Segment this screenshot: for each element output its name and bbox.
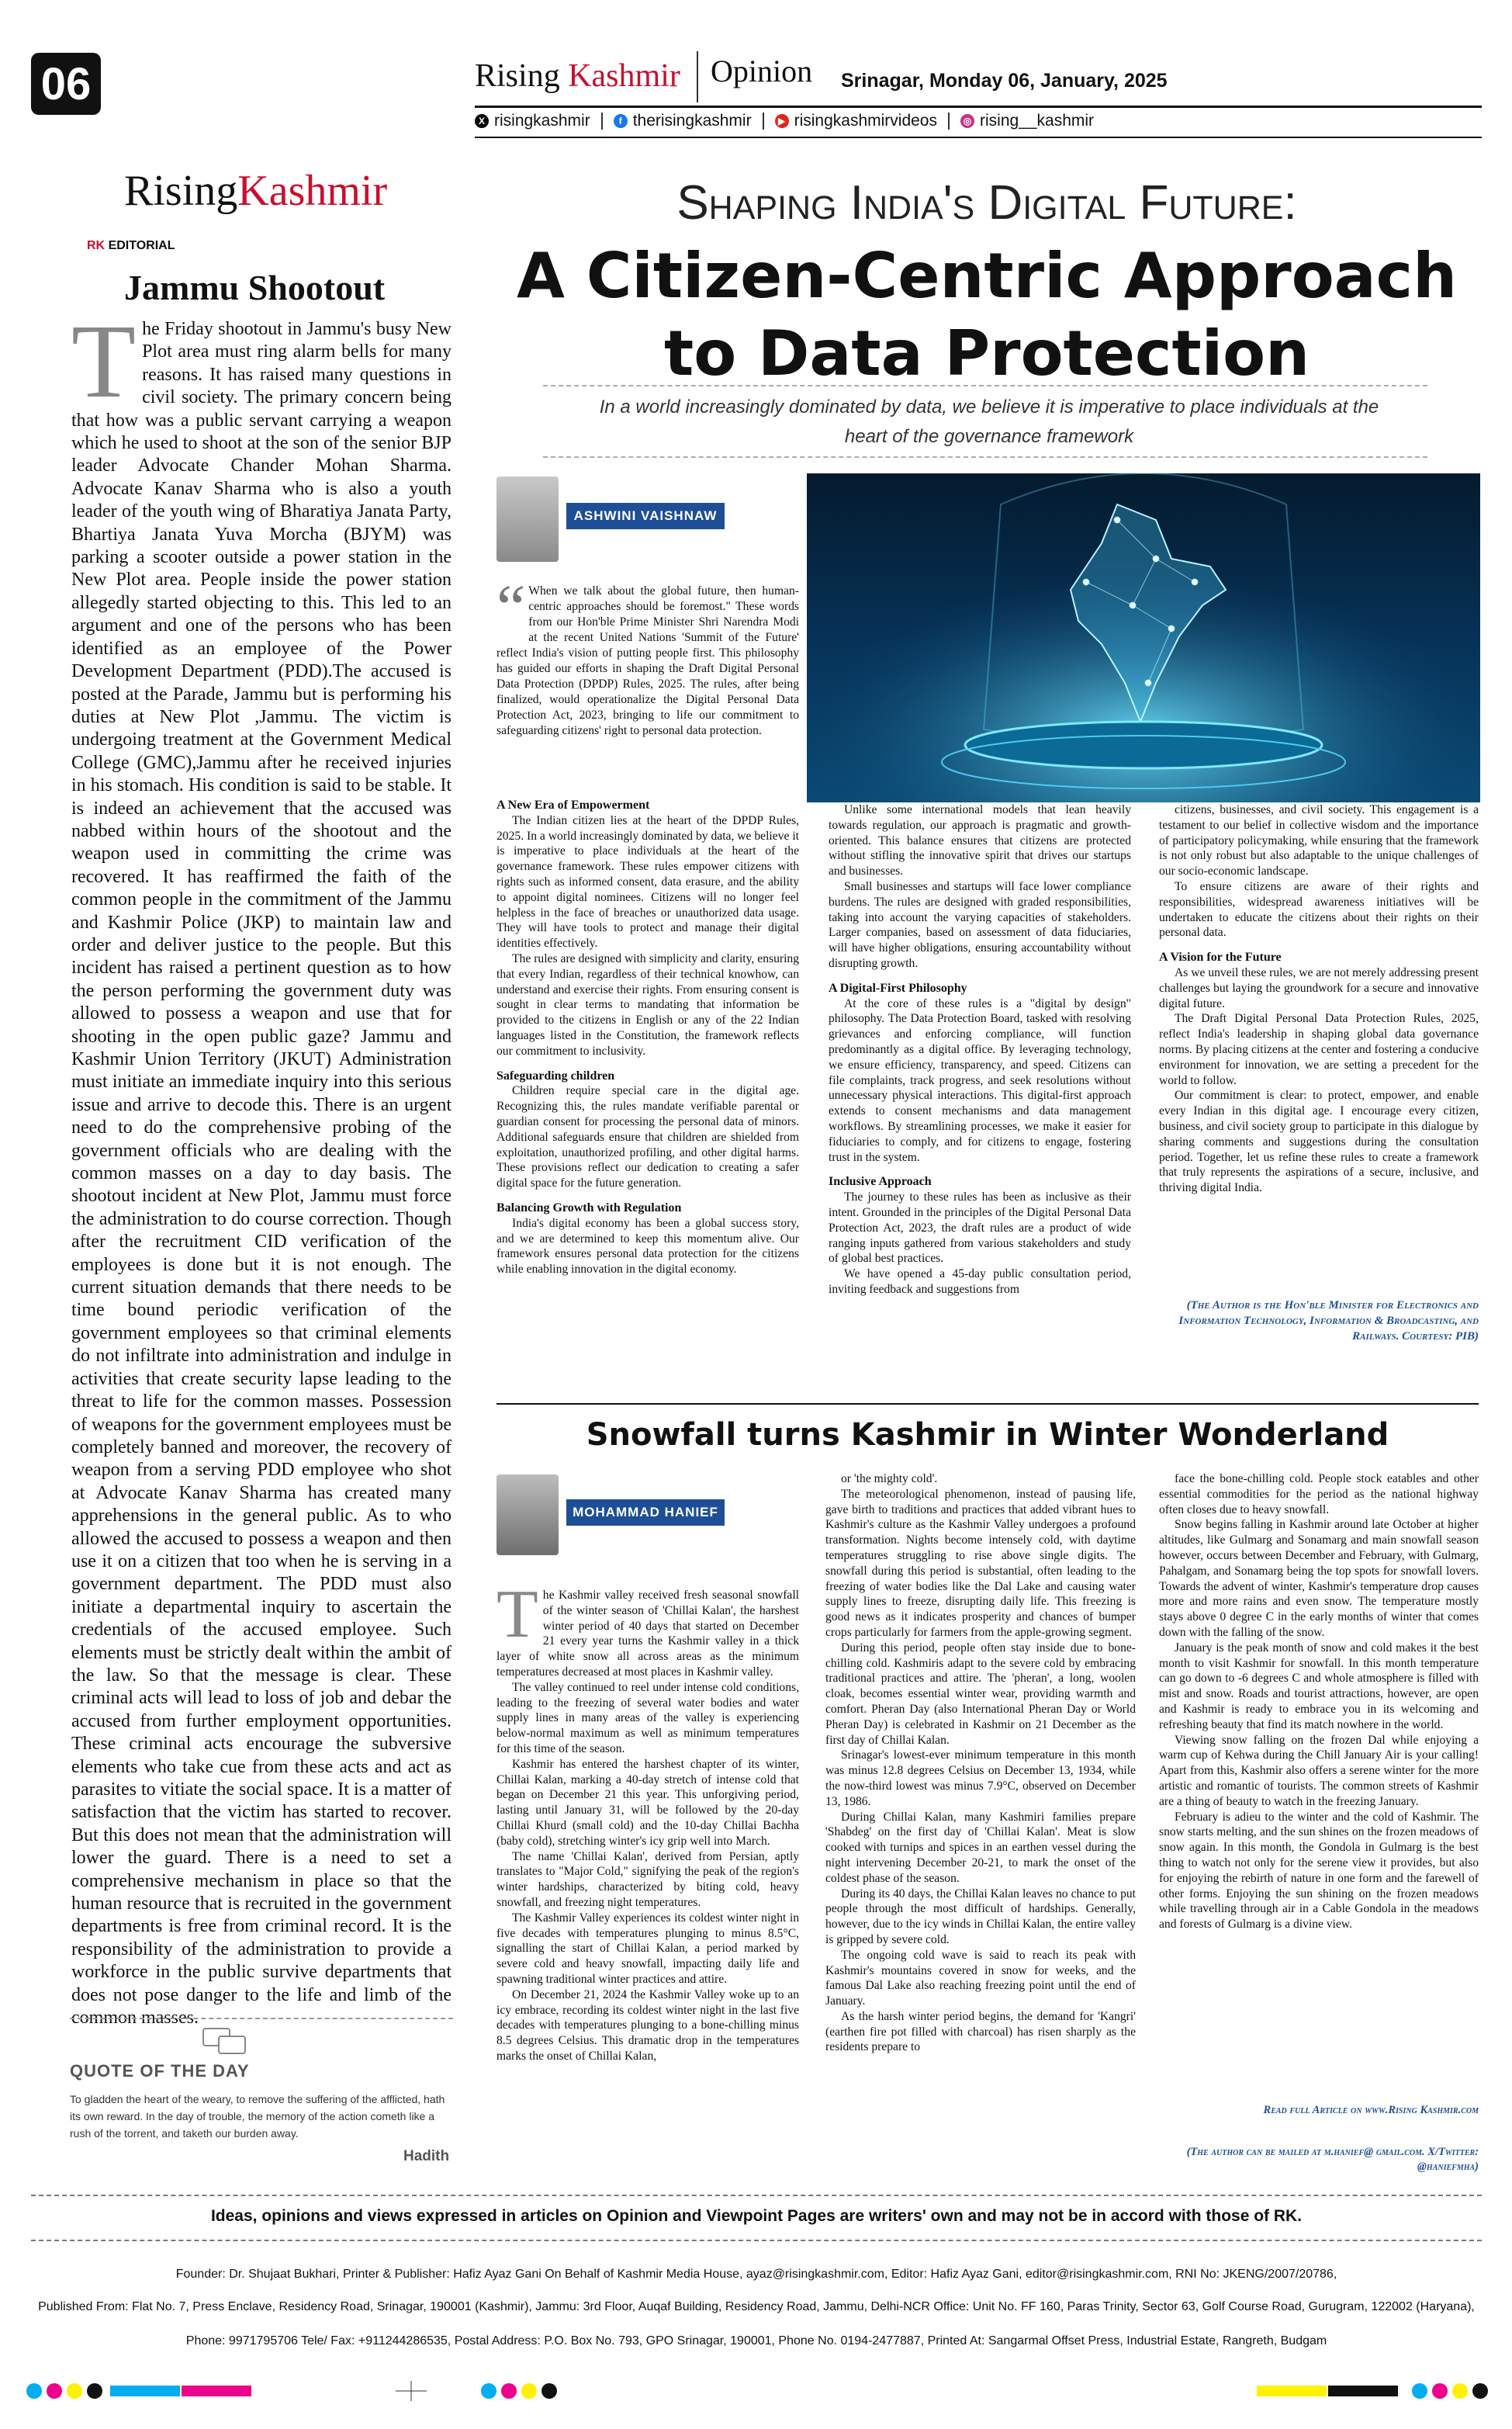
quote-source: Hadith [403, 2148, 450, 2164]
youtube-icon: ▶ [775, 114, 789, 128]
brand-kashmir: Kashmir [568, 58, 680, 94]
imprint-line: Published From: Flat No. 7, Press Enclave, Residency Road, Srinagar, 190001 (Kashmir), Jammu: 3rd Floor, Auqaf Building, Residency Road, Jammu, Delhi-NCR Office: Unit No. FF 160, Paras Trinity, Sector 63, Golf Course Road, Gurugram, 122002 (Haryana), [38, 2300, 1475, 2313]
logo-kashmir: Kashmir [237, 167, 388, 215]
tag-rk: RK [87, 239, 106, 252]
paragraph: On December 21, 2024 the Kashmir Valley woke up to an icy embrace, recording its coldest winter night in the last five decades with temperatures plunging to a bone-chilling minus 8.5 degrees Celsius. This dramatic drop in the temperatures marks the onset of Chillai Kalan, [497, 1987, 799, 2063]
editorial-body [71, 303, 452, 2029]
paragraph: he Kashmir valley received fresh seasonal snowfall of the winter season of 'Chillai Kalan', the harshest winter period of 40 days that started on December 21 every year turns the Kashmir valley in a thick layer of white snow all across areas as the minimum temperatures decreased at most places in Kashmir valley. [497, 1589, 799, 1679]
speech-bubble-icon [202, 2027, 248, 2058]
instagram-icon: ◎ [960, 114, 974, 128]
social-facebook[interactable] [614, 112, 752, 130]
paragraph: The Draft Digital Personal Data Protection Rules, 2025, reflect India's leadership in shaping global data governance norms. By placing citizens at the center and fostering a conducive environment for innovation, we are setting a precedent for the world to follow. [1159, 1012, 1479, 1087]
dateline: Srinagar, Monday 06, January, 2025 [841, 70, 1168, 92]
paragraph: India's digital economy has been a global success story, and we are determined to keep this momentum alive. Our framework ensures personal data protection for the citizens while enabling innovation in the digital economy. [497, 1216, 799, 1277]
paragraph: Srinagar's lowest-ever minimum temperature in this month was minus 12.8 degrees Celsius on December 13, 1934, while the now-third lowest was minus 7.9°C, observed on December 13, 1986. [825, 1748, 1136, 1808]
subheading: A Vision for the Future [1159, 951, 1282, 965]
title-line: A Citizen-Centric Approach [516, 240, 1458, 312]
author-photo [497, 1474, 559, 1555]
social-label: risingkashmir [494, 112, 590, 130]
article2-column-2 [825, 1471, 1136, 2055]
article1-deck: In a world increasingly dominated by data, we believe it is imperative to place individuals at the heart of the governance framework [599, 397, 1379, 447]
subheading: Safeguarding children [497, 1069, 615, 1083]
paragraph: face the bone-chilling cold. People stock eatables and other essential commodities for the period as the national highway often closes due to heavy snowfall. [1159, 1472, 1479, 1516]
article2-column-1 [497, 1577, 799, 2064]
drop-cap: T [497, 1577, 538, 1652]
title-line: to Data Protection [663, 317, 1310, 390]
printer-color-bar [23, 2379, 1490, 2403]
editorial-text: he Friday shootout in Jammu's busy New Plot area must ring alarm bells for many reasons. It has raised many questions in civil society. The primary concern being that how was a public servant carrying a weapon which he used to shoot at the son of the senior BJP leader Advocate Chander Mohan Sharma. Advocate Kanav Sharma who is also a youth leader of the youth wing of Bharatiya Janata Party, Bhartiya Janata Yuva Morcha (BJYM) was parking a scooter outside a power station in the New Plot area. People inside the power station allegedly started objecting to this. This led to an argument and one of the persons who has been identified as an employee of the Power Development Department (PDD).The accused is posted at the Parade, Jammu but is performing his duties at New Plot ,Jammu. The victim is undergoing treatment at the Government Medical College (GMC),Jammu after he received injuries in his stomach. His condition is said to be stable. It is indeed an achievement that the accused was nabbed within hours of the shootout and the weapon used in committing the crime was recovered. It has reaffirmed the faith of the common people in the commitment of the Jammu and Kashmir Police (JKP) to maintain law and order and deliver justice to the people. But this incident has raised a pertinent question as to how the person performing the government duty was allowed to possess a weapon and use that for shooting in the open public gaze? Jammu and Kashmir Union Territory (JKUT) Administration must initiate an immediate inquiry into this serious issue and arrive to decode this. There is an urgent need to do the comprehensive probing of the government officials who are dealing with the common masses on a day to day basis. The shootout incident at New Plot, Jammu must force the administration to do course correction. Though after the recruitment CID verification of the employees is done but it is not enough. The current situation demands that there needs to be time bound periodic verification of the government employees so that criminal elements do not infiltrate into administration and indulge in activities that create security lapse leading to the threat to life for the common masses. Possession of weapons for the government employees must be completely banned and moreover, the recovery of weapon from a serving PDD employee who shot at Advocate Kanav Sharma has created many apprehensions in the general public. As to who allowed the accused to possess a weapon and then use it on a citizen that too when he is serving in a government department. The PDD must also initiate a departmental inquiry to ascertain the credentials of the accused employee. Such elements must be strictly dealt within the ambit of the law. So that the message is clear. These criminal acts will lead to loss of job and debar the accused from further employment opportunities. These criminal acts encourage the subversive elements who take cue from these acts and act as parasites to vitiate the social space. It is a matter of satisfaction that the victim has started to recover. But this does not mean that the administration will lower the guard. There is a need to set a comprehensive mechanism in place so that the human resource that is recruited in the government departments is free from criminal record. It is the responsibility of the administration to provide a workforce in the public survive departments that does not pose danger to the life and limb of the common masses. [71, 319, 452, 2029]
paragraph: Children require special care in the digital age. Recognizing this, the rules mandate verifiable parental or guardian consent for processing the personal data of minors. Additional safeguards ensure that children are shielded from exploitation, unauthorized profiling, and other digital harms. These provisions reflect our dedication to creating a safer digital space for the future generation. [497, 1084, 799, 1190]
paragraph: The valley continued to reel under intense cold conditions, leading to the freezing of several water bodies and water supply lines in many areas of the valley is experiencing below-normal maximum as well as minimum temperatures for this time of the season. [497, 1680, 799, 1755]
masthead-brand [475, 57, 680, 95]
paragraph: As we unveil these rules, we are not merely addressing present challenges but laying the groundwork for a secure and innovative digital future. [1159, 965, 1479, 1010]
subheading: Balancing Growth with Regulation [497, 1201, 682, 1214]
paragraph: Kashmir has entered the harshest chapter of its winter, Chillai Kalan, marking a 40-day stretch of intense cold that began on December 21 this year. This unforgiving period, lasting until January 31, will be followed by the 20-day Chillai Khurd (small cold) and the 10-day Chillai Bachha (baby cold), stretching winter's icy grip well into March. [497, 1757, 799, 1848]
subheading: Inclusive Approach [829, 1175, 932, 1189]
paragraph: We have opened a 45-day public consultation period, inviting feedback and suggestions from [829, 1267, 1131, 1296]
subheading: A New Era of Empowerment [497, 799, 650, 812]
divider [948, 113, 950, 130]
brand-rising: Rising [475, 58, 569, 94]
paragraph: The meteorological phenomenon, instead of pausing life, gave birth to traditions and practices that added vibrant hues to Kashmir's culture as the Kashmir Valley undergoes a profound transformation. Nights become intensely cold, with daytime temperatures struggling to rise above single digits. The snowfall during this period is substantial, often leading to the freezing of water bodies like the Dal Lake and causing water supply lines to freeze, disrupting daily life. This freezing is good news as it indicates prosperity and chances of bumper crops particularly for farmers from the apple-growing segment. [825, 1487, 1136, 1639]
quote-title: QUOTE OF THE DAY [70, 2061, 250, 2081]
social-x[interactable] [475, 112, 590, 130]
article1-column-1 [497, 788, 799, 1277]
paragraph: Small businesses and startups will face lower compliance burdens. The rules are designed with graded responsibilities, taking into account the varying capacities of stakeholders. Larger companies, based on assessment of data fiduciaries, will have higher obligations, ensuring accountability without disrupting growth. [829, 879, 1131, 970]
paragraph: February is adieu to the winter and the cold of Kashmir. The snow starts melting, and the sun shines on the frozen meadows of snow again. In this month, the Gondola in Gulmarg is the best thing to watch not only for the serene view it provides, but also for enjoying the rebirth of nature in one form and the farewell of other forms. Enjoying the sun shining on the frozen meadows while travelling through air in a Cable Gondola in the meadows and forests of Gulmarg is a divine view. [1159, 1810, 1479, 1932]
article1-intro [497, 572, 799, 739]
quote-divider [70, 2018, 453, 2019]
paragraph: As the harsh winter period begins, the demand for 'Kangri' (earthen fire pot filled with charcoal) has risen sharply as the residents prepare to [825, 2009, 1136, 2054]
social-label: rising__kashmir [980, 112, 1095, 130]
article2-read-more[interactable]: Read full Article on www.Rising Kashmir.com [1263, 2104, 1479, 2116]
divider [601, 113, 603, 130]
article1-column-2 [829, 802, 1131, 1298]
social-links [475, 107, 1094, 135]
social-label: risingkashmirvideos [794, 112, 937, 130]
paragraph: To ensure citizens are aware of their rights and responsibilities, widespread awareness initiatives will be undertaken to educate the citizens about their rights on their personal data. [1159, 879, 1479, 940]
india-map-illustration [807, 473, 1480, 802]
paragraph: Snow begins falling in Kashmir around late October at higher altitudes, like Gulmarg and Sonamarg and main snowfall season however, occurs between December and February, with Gulmarg, Pahalgam, and Sonamarg being the top spots for snowfall lovers. Towards the advent of winter, Kashmir's temperature drop causes more and more rains and even snow. The temperature mostly stays above 0 degree C in the early months of winter that comes down with the falling of the snow. [1159, 1518, 1479, 1639]
editorial-title: Jammu Shootout [124, 268, 386, 307]
imprint-line: Phone: 9971795706 Tele/ Fax: +911244286535, Postal Address: P.O. Box No. 793, GPO Srinagar, 190001, Phone No. 0194-2477887, Printed At: Sangarmal Offset Press, Industrial Estate, Rangreth, Budgam [185, 2334, 1327, 2348]
social-instagram[interactable] [960, 112, 1094, 130]
footer-rule [31, 2240, 1482, 2241]
quote-mark-icon: “ [497, 572, 526, 644]
article1-kicker: Shaping India's Digital Future: [676, 176, 1297, 230]
article2-author-note: (The author can be mailed at m.hanief@ gmail.com. X/Twitter: @haniefmha) [1186, 2146, 1479, 2173]
article1-title [498, 237, 1476, 393]
paragraph: The rules are designed with simplicity and clarity, ensuring that every Indian, regardless of their technical knowhow, can understand and exercise their rights. From ensuring consent is sought in clear terms to mandating that information be provided to the citizens in English or any of the 22 Indian languages listed in the Constitution, the framework reflects our commitment to inclusivity. [497, 951, 799, 1058]
article2-author: MOHAMMAD HANIEF [566, 1499, 725, 1526]
divider [763, 113, 764, 130]
facebook-icon: f [614, 114, 628, 128]
article2-rule [497, 1403, 1479, 1405]
editorial-tag [87, 239, 175, 253]
paragraph: At the core of these rules is a "digital by design" philosophy. The Data Protection Board, tasked with resolving grievances and enforcing compliance, will function predominantly as a digital office. By leveraging technology, we ensure efficiency, transparency, and speed. Citizens can file complaints, track progress, and seek resolutions without unnecessary physical interactions. This digital-first approach extends to consent mechanisms and data management workflows. By streamlining processes, we make it easier for fiduciaries to comply, and for citizens to engage, fostering trust in the system. [829, 996, 1131, 1164]
article2-title: Snowfall turns Kashmir in Winter Wonderland [586, 1417, 1389, 1453]
tag-editorial: EDITORIAL [108, 239, 175, 252]
disclaimer: Ideas, opinions and views expressed in articles on Opinion and Viewpoint Pages are writers' own and may not be in accord with those of RK. [210, 2207, 1303, 2225]
section-name: Opinion [711, 54, 813, 88]
paragraph: The ongoing cold wave is said to reach its peak with Kashmir's mountains covered in snow for weeks, and the famous Dal Lake also reaching freezing point until the end of January. [825, 1948, 1136, 2008]
footer-rule [31, 2195, 1482, 2196]
deck-rule [543, 456, 1427, 458]
article1-column-3 [1159, 802, 1479, 1196]
article2-column-3 [1159, 1471, 1479, 1932]
paragraph: The name 'Chillai Kalan', derived from Persian, aptly translates to "Major Cold," signifying the peak of the region's winter hardships, characterized by biting cold, heavy snowfall, and freezing night temperatures. [497, 1849, 799, 1909]
paragraph: During this period, people often stay inside due to bone-chilling cold. Kashmiris adapt to the severe cold by embracing traditional practices and attire. The 'pheran', a long, woolen cloak, becomes essential winter wear, providing warmth and comfort. Pheran Day (also International Pheran Day or World Pheran Day) is celebrated in Kashmir on 21 December as the first day of Chillai Kalan. [825, 1641, 1136, 1747]
paragraph: During its 40 days, the Chillai Kalan leaves no chance to put people through the most difficult of hardships. Generally, however, due to the icy winds in Chillai Kalan, the entire valley is gripped by severe cold. [825, 1887, 1136, 1946]
paragraph: Viewing snow falling on the frozen Dal while enjoying a warm cup of Kehwa during the Chill January Air is your calling! Apart from this, Kashmir also offers a serene winter for the more artistic and romantic of tourists. The common streets of Kashmir are a thing of beauty to watch in the freezing January. [1159, 1733, 1479, 1808]
paragraph: The Indian citizen lies at the heart of the DPDP Rules, 2025. In a world increasingly dominated by data, we believe it is imperative to place individuals at the heart of the governance framework. These rules empower citizens with rights such as informed consent, data erasure, and the ability to appoint digital nominees. Citizens will no longer feel helpless in the face of breaches or unauthorized data usage. They will have tools to protect and manage their digital identities effectively. [497, 813, 799, 951]
header-divider [697, 51, 698, 102]
paragraph: January is the peak month of snow and cold makes it the best month to visit Kashmir for snowfall. In this month temperature can go down to -6 degrees C and whole atmosphere is filled with mist and snow. Roads and tourist attractions, however, are open and Kashmir is ready to embrace you in its welcoming and refreshing beauty that find its match nowhere in the world. [1159, 1641, 1479, 1731]
paragraph: Unlike some international models that lean heavily towards regulation, our approach is pragmatic and growth-oriented. This balance ensures that citizens are protected without stifling the innovative spirit that drives our startups and businesses. [829, 803, 1131, 878]
digital-map-icon [807, 473, 1480, 802]
paragraph: During Chillai Kalan, many Kashmiri families prepare 'Shabdeg' on the first day of 'Chillai Kalan'. Meat is slow cooked with turnips and spices in an earthen vessel during the night intervening December 20-21, to mark the onset of the coldest phase of the season. [825, 1810, 1136, 1885]
header-rule-bottom [475, 137, 1482, 138]
editorial-logo [124, 166, 387, 216]
quote-text: To gladden the heart of the weary, to remove the suffering of the afflicted, hath its own reward. In the day of trouble, the memory of the action cometh like a rush of the torrent, and taketh our burden away. [70, 2093, 445, 2140]
paragraph: or 'the mighty cold'. [841, 1472, 938, 1485]
article1-author: ASHWINI VAISHNAW [566, 503, 725, 529]
intro-text: When we talk about the global future, then human-centric approaches should be foremost." These words from our Hon'ble Prime Minister Shri Narendra Modi at the recent United Nations 'Summit of the Future' reflect India's vision of putting people first. This philosophy has guided our efforts in shaping the Draft Digital Personal Data Protection (DPDP) Rules, 2025. The rules, after being finalized, would operationalize the Digital Personal Data Protection Act, 2023, bringing to life our commitment to safeguarding citizens' right to personal data protection. [497, 584, 799, 737]
paragraph: citizens, businesses, and civil society. This engagement is a testament to our belief in collective wisdom and the importance of participatory policymaking, while ensuring that the framework is not only robust but also adaptable to the unique challenges of our socio-economic landscape. [1159, 803, 1479, 878]
paragraph: Our commitment is clear: to protect, empower, and enable every Indian in this digital age. I encourage every citizen, business, and civil society group to participate in this dialogue by sharing comments and suggestions during the consultation period. Together, let us refine these rules to create a framework that truly represents the aspirations of a secure, inclusive, and thriving digital India. [1159, 1089, 1479, 1195]
paragraph: The journey to these rules has been as inclusive as their intent. Grounded in the principles of the Digital Personal Data Protection Act, 2023, the draft rules are a product of wide ranging inputs gathered from various stakeholders and study of global best practices. [829, 1190, 1131, 1266]
subheading: A Digital-First Philosophy [829, 981, 967, 995]
author-photo [497, 476, 559, 562]
drop-cap: T [71, 303, 137, 420]
imprint-line: Founder: Dr. Shujaat Bukhari, Printer & Publisher: Hafiz Ayaz Gani On Behalf of Kashmir Media House, ayaz@risingkashmir.com, Editor: Hafiz Ayaz Gani, editor@risingkashmir.com, RNI No: JKENG/2007/20786, [175, 2268, 1337, 2281]
paragraph: The Kashmir Valley experiences its coldest winter night in five decades with temperatures plunging to minus 8.5°C, signalling the start of Chillai Kalan, a period marked by severe cold and heavy snowfall, impacting daily life and spawning traditional winter practices and attire. [497, 1911, 799, 1986]
logo-rising: Rising [124, 167, 238, 215]
deck-rule [543, 385, 1427, 386]
social-youtube[interactable] [775, 112, 937, 130]
page-number: 06 [31, 53, 101, 115]
social-label: therisingkashmir [632, 112, 752, 130]
article1-credit: (The Author is the Hon'ble Minister for Electronics and Information Technology, Information & Broadcasting, and Railways. Courtesy: PIB) [1178, 1299, 1479, 1343]
x-icon: X [475, 114, 489, 128]
